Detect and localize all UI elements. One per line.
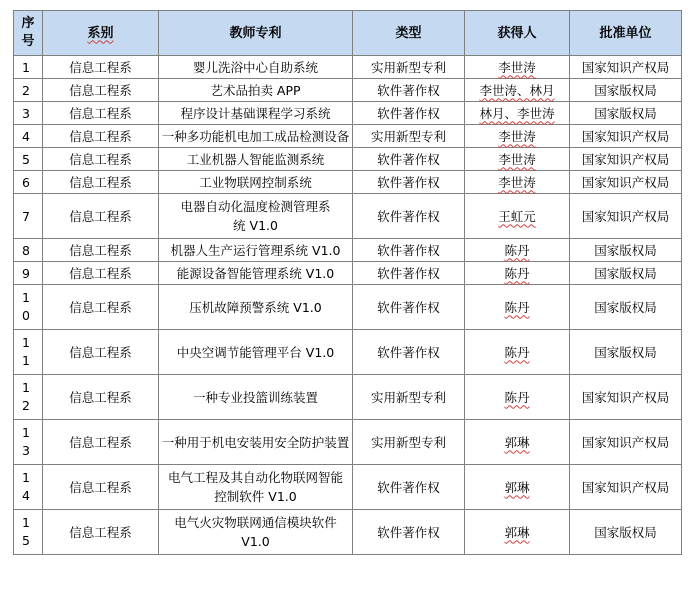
row-title-text: 艺术品拍卖 APP	[210, 82, 301, 98]
row-unit-text: 国家知识产权局	[581, 128, 670, 144]
row-number-text: 5	[22, 151, 30, 167]
row-unit	[570, 420, 682, 465]
row-number-text: 8	[22, 242, 30, 258]
row-type-text: 软件著作权	[377, 105, 440, 121]
row-owner-text: 李世涛	[498, 128, 536, 144]
row-type-text: 软件著作权	[377, 344, 440, 360]
row-unit-text: 国家知识产权局	[581, 59, 670, 75]
row-number	[14, 102, 43, 125]
row-title	[159, 148, 353, 171]
row-dept	[43, 125, 159, 148]
table-header-row	[14, 11, 682, 56]
table-row	[14, 148, 682, 171]
row-type-text: 软件著作权	[377, 82, 440, 98]
row-owner-text: 陈丹	[504, 344, 530, 360]
row-type	[353, 194, 465, 239]
row-title-text: 一种专业投篮训练装置	[192, 389, 318, 405]
row-unit	[570, 465, 682, 510]
row-number-text: 3	[22, 105, 30, 121]
table-row	[14, 285, 682, 330]
row-owner-text: 陈丹	[504, 389, 530, 405]
row-title	[159, 330, 353, 375]
row-owner-text: 王虹元	[498, 208, 536, 224]
row-type	[353, 465, 465, 510]
row-unit-text: 国家知识产权局	[581, 174, 670, 190]
row-type-text: 软件著作权	[377, 265, 440, 281]
row-dept	[43, 56, 159, 79]
row-unit	[570, 285, 682, 330]
row-dept	[43, 510, 159, 555]
header-no: 序号	[14, 11, 43, 56]
row-title-text: 程序设计基础课程学习系统	[180, 105, 331, 121]
row-type-text: 软件著作权	[377, 174, 440, 190]
table-row	[14, 79, 682, 102]
row-title-text: 能源设备智能管理系统 V1.0	[176, 265, 335, 281]
row-title	[159, 465, 353, 510]
header-type: 类型	[353, 11, 465, 56]
row-dept	[43, 465, 159, 510]
row-type	[353, 56, 465, 79]
row-owner-text: 郭琳	[504, 479, 530, 495]
row-owner	[465, 171, 570, 194]
row-unit-text: 国家版权局	[594, 105, 657, 121]
row-dept	[43, 285, 159, 330]
row-dept-text: 信息工程系	[69, 151, 132, 167]
row-type-text: 实用新型专利	[370, 389, 446, 405]
row-number	[14, 285, 43, 330]
row-number-text: 9	[22, 265, 30, 281]
row-type	[353, 239, 465, 262]
row-owner-text: 陈丹	[504, 242, 530, 258]
row-owner-text: 李世涛	[498, 59, 536, 75]
row-unit	[570, 171, 682, 194]
row-title-text: 电器自动化温度检测管理系统 V1.0	[180, 199, 331, 233]
row-type-text: 软件著作权	[377, 151, 440, 167]
row-number	[14, 194, 43, 239]
row-type-text: 软件著作权	[377, 479, 440, 495]
row-dept-text: 信息工程系	[69, 389, 132, 405]
row-dept	[43, 79, 159, 102]
row-type	[353, 285, 465, 330]
row-dept	[43, 194, 159, 239]
row-dept-text: 信息工程系	[69, 299, 132, 315]
header-unit: 批准单位	[570, 11, 682, 56]
row-title-text: 电气工程及其自动化物联网智能控制软件 V1.0	[167, 470, 343, 504]
row-title-text: 机器人生产运行管理系统 V1.0	[170, 242, 341, 258]
row-owner	[465, 510, 570, 555]
table-row	[14, 171, 682, 194]
row-unit	[570, 79, 682, 102]
row-unit-text: 国家版权局	[594, 242, 657, 258]
row-title	[159, 79, 353, 102]
row-type-text: 软件著作权	[377, 242, 440, 258]
table-row	[14, 465, 682, 510]
row-title	[159, 125, 353, 148]
row-dept-text: 信息工程系	[69, 208, 132, 224]
row-number-text: 15	[22, 515, 30, 548]
row-owner	[465, 375, 570, 420]
row-number	[14, 465, 43, 510]
row-unit-text: 国家版权局	[594, 299, 657, 315]
row-dept-text: 信息工程系	[69, 128, 132, 144]
row-number-text: 13	[22, 425, 30, 458]
header-title: 教师专利	[159, 11, 353, 56]
row-title-text: 一种用于机电安装用安全防护装置	[161, 434, 350, 450]
table-row	[14, 56, 682, 79]
row-unit	[570, 56, 682, 79]
row-type-text: 软件著作权	[377, 208, 440, 224]
row-owner	[465, 330, 570, 375]
row-type	[353, 148, 465, 171]
row-title-text: 工业物联网控制系统	[199, 174, 312, 190]
row-owner	[465, 194, 570, 239]
row-title-text: 压机故障预警系统 V1.0	[189, 299, 322, 315]
row-dept-text: 信息工程系	[69, 265, 132, 281]
row-title	[159, 56, 353, 79]
row-owner-text: 陈丹	[504, 265, 530, 281]
row-number	[14, 148, 43, 171]
row-number	[14, 262, 43, 285]
row-dept	[43, 262, 159, 285]
row-title-text: 一种多功能机电加工成品检测设备	[161, 128, 350, 144]
row-owner-text: 郭琳	[504, 524, 530, 540]
row-dept-text: 信息工程系	[69, 59, 132, 75]
row-owner	[465, 148, 570, 171]
row-unit	[570, 148, 682, 171]
row-unit-text: 国家知识产权局	[581, 151, 670, 167]
row-owner-text: 李世涛、林月	[479, 82, 555, 98]
table-row	[14, 102, 682, 125]
table-row	[14, 375, 682, 420]
row-type	[353, 171, 465, 194]
row-dept-text: 信息工程系	[69, 242, 132, 258]
row-number-text: 14	[22, 470, 30, 503]
row-type	[353, 102, 465, 125]
row-number	[14, 171, 43, 194]
row-type	[353, 375, 465, 420]
row-dept	[43, 171, 159, 194]
row-dept-text: 信息工程系	[69, 434, 132, 450]
row-unit	[570, 375, 682, 420]
row-dept	[43, 102, 159, 125]
table-row	[14, 239, 682, 262]
row-dept-text: 信息工程系	[69, 82, 132, 98]
row-number	[14, 330, 43, 375]
row-dept	[43, 330, 159, 375]
table-row	[14, 262, 682, 285]
row-unit-text: 国家版权局	[594, 265, 657, 281]
row-number	[14, 125, 43, 148]
row-unit-text: 国家知识产权局	[581, 479, 670, 495]
header-owner: 获得人	[465, 11, 570, 56]
row-unit-text: 国家版权局	[594, 82, 657, 98]
row-dept-text: 信息工程系	[69, 524, 132, 540]
row-number	[14, 510, 43, 555]
row-title-text: 工业机器人智能监测系统	[186, 151, 325, 167]
row-title	[159, 102, 353, 125]
row-title	[159, 510, 353, 555]
row-unit-text: 国家版权局	[594, 524, 657, 540]
row-owner	[465, 465, 570, 510]
row-number-text: 7	[22, 208, 30, 224]
row-unit-text: 国家版权局	[594, 344, 657, 360]
row-owner-text: 李世涛	[498, 151, 536, 167]
row-type	[353, 262, 465, 285]
row-unit	[570, 330, 682, 375]
row-type	[353, 79, 465, 102]
row-title-text: 电气火灾物联网通信模块软件 V1.0	[174, 515, 337, 549]
row-number	[14, 56, 43, 79]
row-type-text: 实用新型专利	[370, 434, 446, 450]
row-type	[353, 330, 465, 375]
row-unit	[570, 239, 682, 262]
row-owner	[465, 125, 570, 148]
row-title	[159, 375, 353, 420]
row-owner-text: 郭琳	[504, 434, 530, 450]
row-title-text: 中央空调节能管理平台 V1.0	[176, 344, 335, 360]
patent-table-container	[13, 10, 682, 555]
table-row	[14, 420, 682, 465]
row-type-text: 实用新型专利	[370, 128, 446, 144]
row-dept-text: 信息工程系	[69, 105, 132, 121]
row-unit	[570, 510, 682, 555]
header-dept: 系别	[43, 11, 159, 56]
row-number	[14, 79, 43, 102]
row-owner	[465, 262, 570, 285]
row-owner	[465, 79, 570, 102]
row-dept-text: 信息工程系	[69, 174, 132, 190]
row-dept	[43, 148, 159, 171]
row-type-text: 软件著作权	[377, 299, 440, 315]
row-type	[353, 125, 465, 148]
row-title	[159, 420, 353, 465]
row-type	[353, 420, 465, 465]
row-owner	[465, 102, 570, 125]
row-title	[159, 239, 353, 262]
row-unit-text: 国家知识产权局	[581, 208, 670, 224]
row-dept-text: 信息工程系	[69, 479, 132, 495]
row-owner	[465, 285, 570, 330]
patent-table	[13, 10, 682, 555]
row-title	[159, 194, 353, 239]
row-number	[14, 375, 43, 420]
row-owner-text: 李世涛	[498, 174, 536, 190]
row-number-text: 6	[22, 174, 30, 190]
row-dept-text: 信息工程系	[69, 344, 132, 360]
row-owner	[465, 56, 570, 79]
row-type-text: 软件著作权	[377, 524, 440, 540]
row-dept	[43, 420, 159, 465]
row-title	[159, 262, 353, 285]
table-row	[14, 330, 682, 375]
row-title	[159, 171, 353, 194]
row-number	[14, 420, 43, 465]
row-number	[14, 239, 43, 262]
row-unit	[570, 262, 682, 285]
row-owner	[465, 239, 570, 262]
row-number-text: 11	[22, 335, 30, 368]
table-row	[14, 125, 682, 148]
row-type	[353, 510, 465, 555]
row-number-text: 10	[22, 290, 30, 323]
row-number-text: 4	[22, 128, 30, 144]
row-number-text: 1	[22, 59, 30, 75]
row-owner-text: 林月、李世涛	[479, 105, 555, 121]
row-type-text: 实用新型专利	[370, 59, 446, 75]
row-dept	[43, 375, 159, 420]
table-row	[14, 194, 682, 239]
row-title	[159, 285, 353, 330]
row-owner-text: 陈丹	[504, 299, 530, 315]
row-dept	[43, 239, 159, 262]
row-unit	[570, 125, 682, 148]
row-number-text: 2	[22, 82, 30, 98]
row-unit	[570, 194, 682, 239]
row-unit-text: 国家知识产权局	[581, 434, 670, 450]
row-unit	[570, 102, 682, 125]
row-unit-text: 国家知识产权局	[581, 389, 670, 405]
table-row	[14, 510, 682, 555]
row-title-text: 婴儿洗浴中心自助系统	[192, 59, 318, 75]
row-number-text: 12	[22, 380, 30, 413]
row-owner	[465, 420, 570, 465]
